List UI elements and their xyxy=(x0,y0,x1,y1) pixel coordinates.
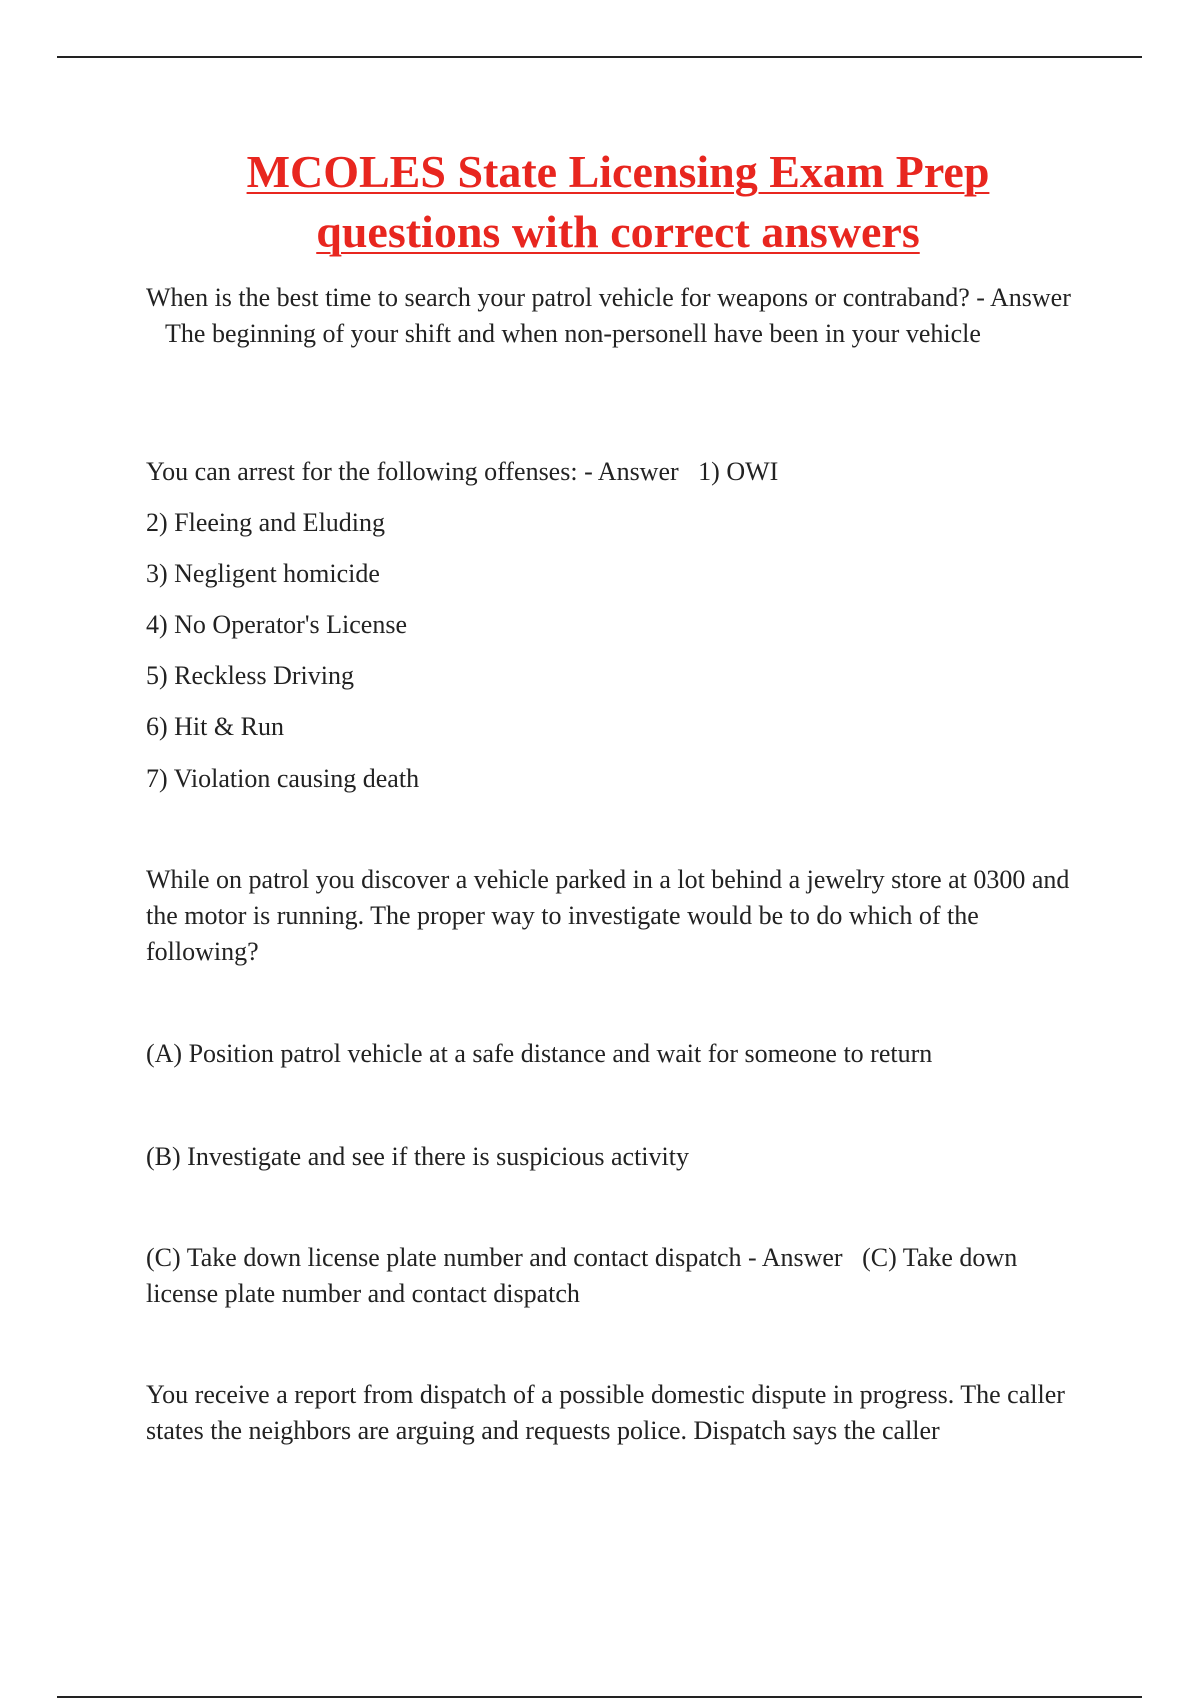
title-line-2: questions with correct answers xyxy=(316,206,920,257)
question-3-answer: (C) Take down license plate number and contact dispatch xyxy=(146,1243,1018,1308)
list-item: 5) Reckless Driving xyxy=(146,661,354,690)
question-2-text: You can arrest for the following offenses: - Answer xyxy=(146,457,679,486)
bottom-rule xyxy=(57,1696,1142,1698)
question-3: While on patrol you discover a vehicle parked in a lot behind a jewelry store at 0300 and the motor is running. The proper way to investigate would be to do which of the following? xyxy=(146,865,1070,966)
option-c-text: (C) Take down license plate number and contact dispatch - Answer xyxy=(146,1243,843,1272)
title-line-1: MCOLES State Licensing Exam Prep xyxy=(246,146,990,197)
question-1-text: When is the best time to search your patrol vehicle for weapons or contraband? - Answer xyxy=(146,283,1071,312)
document-title xyxy=(0,142,1200,262)
option-a: (A) Position patrol vehicle at a safe distance and wait for someone to return xyxy=(146,1039,933,1068)
top-rule xyxy=(57,56,1142,58)
list-item: 6) Hit & Run xyxy=(146,712,284,741)
option-b: (B) Investigate and see if there is suspicious activity xyxy=(146,1142,689,1171)
question-4: You receive a report from dispatch of a possible domestic dispute in progress. The caller states the neighbors are arguing and requests police. Dispatch says the caller xyxy=(146,1380,1065,1445)
list-item: 3) Negligent homicide xyxy=(146,559,380,588)
question-2 xyxy=(146,454,1086,490)
question-1 xyxy=(146,280,1086,352)
list-item: 4) No Operator's License xyxy=(146,610,407,639)
question-1-answer: The beginning of your shift and when non-personell have been in your vehicle xyxy=(165,319,981,348)
option-c xyxy=(146,1240,1086,1312)
question-2-answer-first: 1) OWI xyxy=(698,457,779,486)
list-item: 2) Fleeing and Eluding xyxy=(146,508,386,537)
list-item: 7) Violation causing death xyxy=(146,764,420,793)
